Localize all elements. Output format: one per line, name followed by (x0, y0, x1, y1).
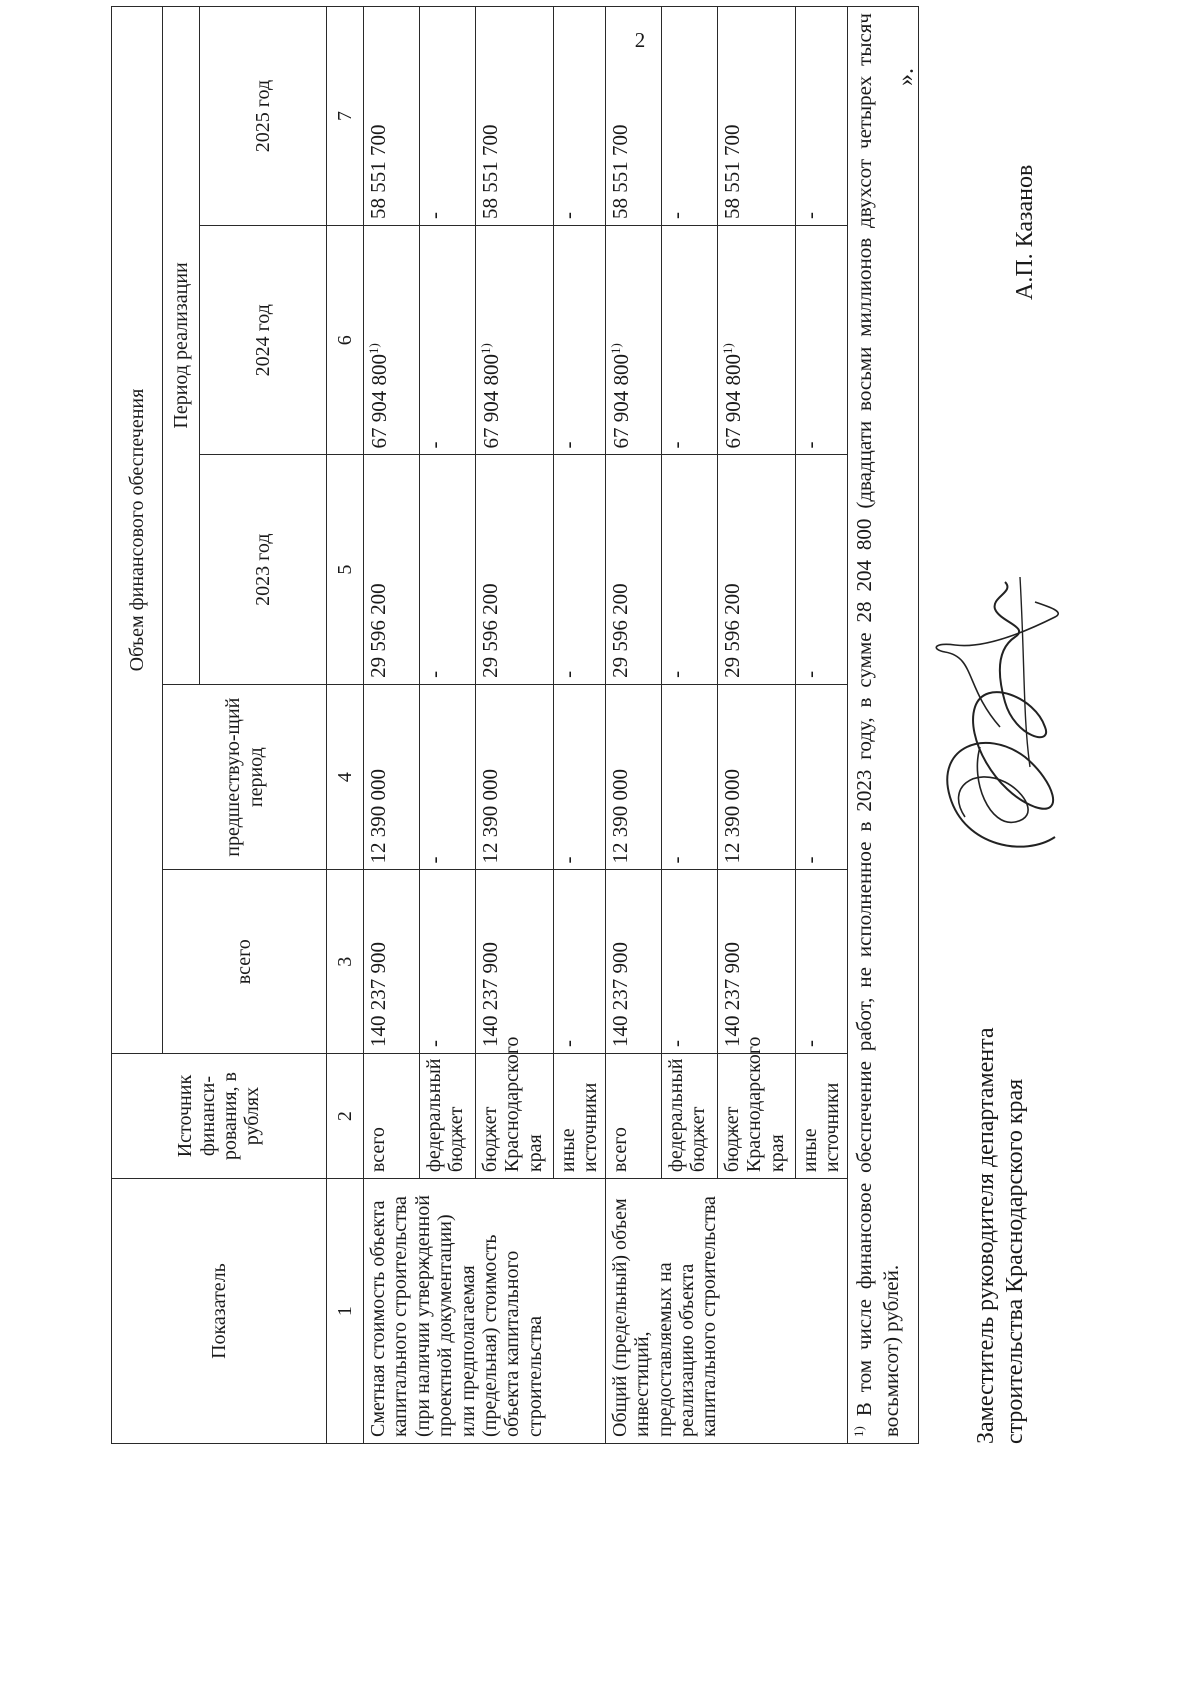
footnote-ref: 1) (719, 343, 735, 354)
total-cell: - (795, 870, 847, 1054)
y2023-cell: - (554, 455, 606, 684)
col-number: 3 (327, 870, 364, 1054)
y2024-cell: - (661, 226, 717, 455)
signer-title-line-2: строительства Краснодарского края (1001, 1078, 1028, 1444)
signer-title-line-1: Заместитель руководителя департамента (973, 1027, 999, 1444)
y2023-cell: 29 596 200 (476, 455, 554, 684)
y2025-cell: - (554, 7, 606, 226)
footnote-ref: 1) (366, 343, 381, 354)
previous-cell: 12 390 000 (364, 684, 420, 870)
source-cell: иные источники (554, 1054, 606, 1179)
total-cell: 140 237 900 (476, 870, 554, 1054)
indicator-total-investment: Общий (предельный) объем инвестиций, предоставляемых на реализацию объекта капитального строительства (605, 1179, 847, 1444)
source-cell: федеральный бюджет (661, 1054, 717, 1179)
previous-cell: - (795, 684, 847, 870)
previous-cell: - (420, 684, 476, 870)
signer-name: А.П. Казанов (1012, 164, 1038, 300)
y2025-cell: 58 551 700 (717, 7, 795, 226)
source-cell: иные источники (795, 1054, 847, 1179)
financing-table-wrapper (111, 6, 919, 1444)
col-number: 5 (327, 455, 364, 684)
previous-cell: - (554, 684, 606, 870)
y2024-cell (605, 226, 661, 455)
source-cell: бюджет Краснодарского края (476, 1054, 554, 1179)
y2023-cell: 29 596 200 (717, 455, 795, 684)
y2024-cell: - (795, 226, 847, 455)
header-indicator: Показатель (112, 1179, 327, 1444)
y2023-cell: 29 596 200 (605, 455, 661, 684)
signer-title (972, 1027, 1030, 1444)
header-2025: 2025 год (200, 7, 327, 226)
total-cell: - (661, 870, 717, 1054)
column-number-row (327, 7, 364, 1444)
y2024-value: 67 904 800 (479, 353, 503, 449)
previous-cell: 12 390 000 (605, 684, 661, 870)
header-volume: Объем финансового обеспечения (112, 7, 163, 1054)
y2025-cell: 58 551 700 (605, 7, 661, 226)
footnote-marker: 1) (850, 1426, 866, 1437)
closing-quote: ». (893, 68, 919, 86)
footnote-text: В том числе финансовое обеспечение работ, не исполненное в 2023 году, в сумме 28 204 800 (двадцати восьми миллионов двухсот четырех тысяч восьмисот) рублей. (851, 13, 903, 1437)
handwritten-signature (905, 557, 1095, 877)
y2025-cell: - (420, 7, 476, 226)
table-row (605, 7, 661, 1444)
header-period: Период реализации (163, 7, 200, 685)
header-previous: предшествую-щий период (163, 684, 327, 870)
y2024-cell (364, 226, 420, 455)
y2024-value: 67 904 800 (720, 353, 745, 449)
y2024-value: 67 904 800 (367, 353, 391, 449)
total-cell: - (554, 870, 606, 1054)
y2025-cell: - (795, 7, 847, 226)
total-cell: 140 237 900 (364, 870, 420, 1054)
header-total: всего (163, 870, 327, 1054)
source-cell: федеральный бюджет (420, 1054, 476, 1179)
col-number: 2 (327, 1054, 364, 1179)
y2025-cell: 58 551 700 (364, 7, 420, 226)
y2025-cell: 58 551 700 (476, 7, 554, 226)
source-cell: всего (605, 1054, 661, 1179)
y2024-cell (476, 226, 554, 455)
header-source: Источник финанси-рования, в рублях (112, 1054, 327, 1179)
y2024-cell: - (420, 226, 476, 455)
y2024-cell: - (554, 226, 606, 455)
y2023-cell: 29 596 200 (364, 455, 420, 684)
col-number: 7 (327, 7, 364, 226)
previous-cell: 12 390 000 (717, 684, 795, 870)
previous-cell: 12 390 000 (476, 684, 554, 870)
col-number: 4 (327, 684, 364, 870)
y2023-cell: - (661, 455, 717, 684)
financing-table (111, 6, 919, 1444)
footnote-ref: 1) (607, 343, 623, 354)
page-number: 2 (634, 28, 646, 52)
col-number: 6 (327, 226, 364, 455)
header-2023: 2023 год (200, 455, 327, 684)
y2024-cell (717, 226, 795, 455)
y2023-cell: - (795, 455, 847, 684)
previous-cell: - (661, 684, 717, 870)
source-cell: всего (364, 1054, 420, 1179)
y2025-cell: - (661, 7, 717, 226)
total-cell: 140 237 900 (717, 870, 795, 1054)
y2024-value: 67 904 800 (608, 353, 633, 449)
total-cell: - (420, 870, 476, 1054)
y2023-cell: - (420, 455, 476, 684)
source-cell: бюджет Краснодарского края (717, 1054, 795, 1179)
indicator-estimated-cost: Сметная стоимость объекта капитального строительства (при наличии утвержденной проектной документации) или предполагаемая (предельная) стоимость объекта капитального строительства (364, 1179, 606, 1444)
total-cell: 140 237 900 (605, 870, 661, 1054)
footnote-ref: 1) (478, 343, 493, 354)
header-2024: 2024 год (200, 226, 327, 455)
table-row (364, 7, 420, 1444)
col-number: 1 (327, 1179, 364, 1444)
